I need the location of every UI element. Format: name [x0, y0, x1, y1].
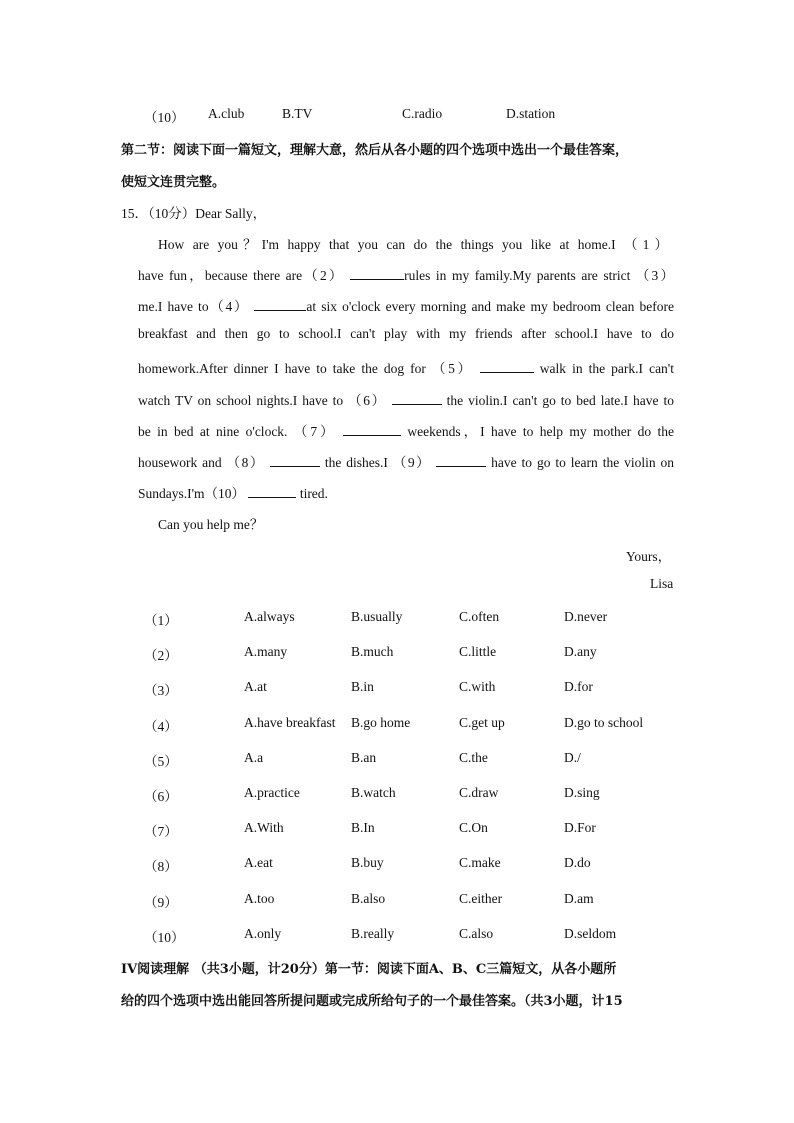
blank-8[interactable]	[270, 454, 320, 467]
passage-line-3: me.I have to（4） at six o'clock every morning and make my bedroom clean before	[138, 299, 674, 314]
option-row	[144, 609, 704, 629]
option-a[interactable]: A.too	[244, 890, 275, 906]
option-a[interactable]: A.With	[244, 820, 284, 836]
option-c[interactable]: C.the	[459, 749, 488, 765]
prev-q10-option-c: C.radio	[402, 106, 443, 121]
section2-heading-line1: 第二节：阅读下面一篇短文，理解大意，然后从各小题的四个选项中选出一个最佳答案，	[121, 143, 629, 158]
section2-heading-line2: 使短文连贯完整。	[121, 175, 226, 190]
option-a[interactable]: A.only	[244, 925, 282, 941]
option-a[interactable]: A.always	[244, 609, 295, 624]
option-b[interactable]: B.also	[351, 890, 386, 906]
blank-7[interactable]	[343, 423, 401, 436]
option-b[interactable]: B.in	[351, 679, 374, 695]
section4-heading-line2: 给的四个选项中选出能回答所提问题或完成所给句子的一个最佳答案。（共3小题，计15	[121, 994, 623, 1009]
option-b[interactable]: B.buy	[351, 855, 384, 871]
option-c[interactable]: C.draw	[459, 785, 499, 800]
option-number: （7）	[144, 824, 178, 840]
option-number: （9）	[144, 894, 178, 910]
option-row	[144, 855, 704, 875]
option-c[interactable]: C.On	[459, 820, 488, 836]
option-b[interactable]: B.an	[351, 749, 377, 765]
prev-q10-number: （10）	[144, 110, 185, 125]
option-b[interactable]: B.really	[351, 925, 395, 941]
option-a[interactable]: A.have breakfast	[244, 714, 336, 730]
option-d[interactable]: D./	[564, 749, 581, 765]
option-b[interactable]: B.In	[351, 820, 375, 836]
option-d[interactable]: D.any	[564, 644, 597, 660]
option-row	[144, 891, 704, 911]
option-a[interactable]: A.eat	[244, 855, 273, 871]
blank-5[interactable]	[480, 360, 534, 373]
passage-line-7: be in bed at nine o'clock. （7） weekends，I have to help my mother do the	[138, 424, 675, 439]
letter-closing: Yours，	[626, 549, 672, 564]
option-d[interactable]: D.seldom	[564, 925, 617, 941]
passage-line-8: housework and （8） the dishes.I （9） have to go to learn the violin on	[138, 455, 675, 470]
blank-6[interactable]	[392, 392, 442, 405]
option-number: （5）	[144, 753, 178, 769]
passage-line-4: breakfast and then go to school.I can't play with my friends after school.I have to do	[138, 326, 674, 341]
letter-signature: Lisa	[650, 576, 674, 591]
prev-q10-option-a: A.club	[208, 106, 245, 121]
option-c[interactable]: C.make	[459, 855, 501, 871]
option-number: （6）	[144, 789, 178, 804]
option-c[interactable]: C.little	[459, 644, 497, 660]
option-row	[144, 926, 704, 946]
option-d[interactable]: D.sing	[564, 785, 600, 800]
option-number: （8）	[144, 859, 178, 875]
option-b[interactable]: B.watch	[351, 785, 396, 800]
passage-line-1: How are you？I'm happy that you can do the things you like at home.I （1）	[158, 237, 668, 252]
section4-heading-line1: IV阅读理解 （共3小题，计20分）第一节：阅读下面A、B、C三篇短文，从各小题所	[121, 962, 617, 977]
passage-line-6: watch TV on school nights.I have to （6） the violin.I can't go to bed late.I have to	[138, 393, 675, 408]
option-number: （3）	[144, 683, 178, 699]
option-d[interactable]: D.never	[564, 609, 608, 624]
option-c[interactable]: C.get up	[459, 714, 505, 730]
passage-line-5: homework.After dinner I have to take the dog for （5） walk in the park.I can't	[138, 361, 674, 376]
option-row	[144, 679, 704, 699]
option-c[interactable]: C.either	[459, 890, 503, 906]
option-b[interactable]: B.much	[351, 644, 394, 660]
option-b[interactable]: B.go home	[351, 714, 411, 730]
option-number: （1）	[144, 613, 178, 628]
option-row	[144, 750, 704, 770]
option-c[interactable]: C.also	[459, 925, 494, 941]
passage-line-9: Sundays.I'm（10） tired.	[138, 486, 328, 501]
option-d[interactable]: D.do	[564, 855, 591, 871]
blank-10[interactable]	[248, 485, 296, 498]
option-row	[144, 820, 704, 840]
option-a[interactable]: A.many	[244, 644, 288, 660]
passage-line-10: Can you help me？	[158, 517, 264, 532]
option-number: （4）	[144, 718, 178, 734]
blank-9[interactable]	[436, 454, 486, 467]
option-c[interactable]: C.with	[459, 679, 496, 695]
option-d[interactable]: D.go to school	[564, 714, 644, 730]
prev-q10-option-b: B.TV	[282, 106, 313, 121]
option-row	[144, 785, 704, 805]
option-number: （10）	[144, 929, 185, 945]
option-c[interactable]: C.often	[459, 609, 500, 624]
option-a[interactable]: A.at	[244, 679, 267, 695]
blank-2[interactable]	[350, 267, 404, 280]
option-a[interactable]: A.practice	[244, 785, 300, 800]
passage-line-2: have fun，because there are（2） rules in my family.My parents are strict （3）	[138, 268, 674, 283]
blank-4[interactable]	[254, 298, 306, 311]
option-row	[144, 644, 704, 664]
option-d[interactable]: D.For	[564, 820, 596, 836]
option-d[interactable]: D.am	[564, 890, 594, 906]
prev-q10-option-d: D.station	[506, 106, 556, 121]
option-a[interactable]: A.a	[244, 749, 264, 765]
option-d[interactable]: D.for	[564, 679, 593, 695]
option-row	[144, 715, 704, 735]
question-15-header: 15．（10分）Dear Sally，	[121, 206, 267, 221]
option-number: （2）	[144, 648, 178, 664]
option-b[interactable]: B.usually	[351, 609, 403, 624]
